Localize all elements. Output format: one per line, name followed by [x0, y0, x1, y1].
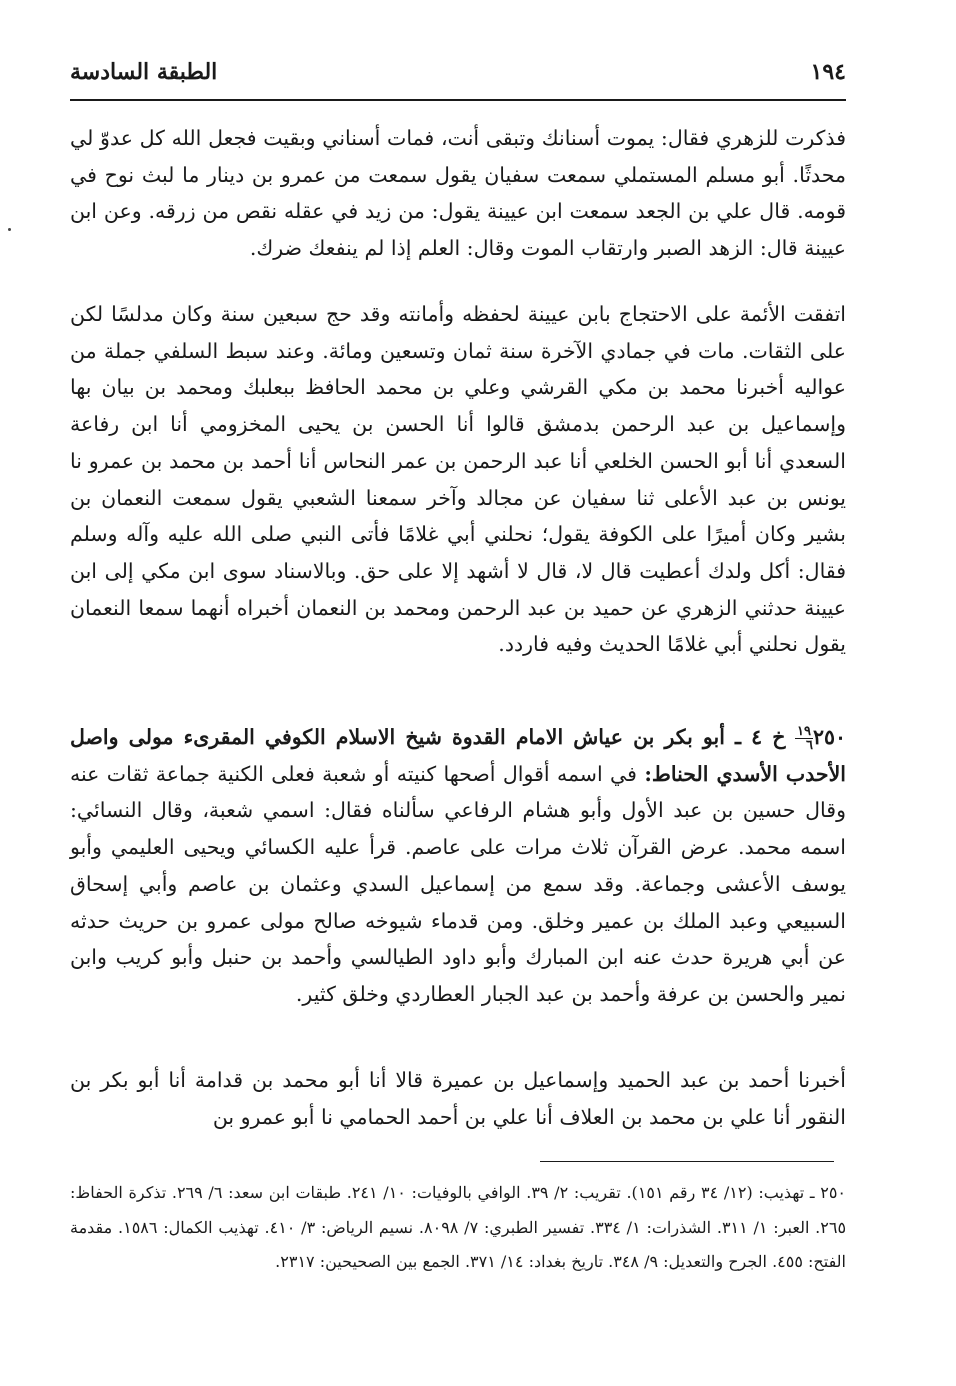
entry-body: في اسمه أقوال أصحها كنيته أو شعبة فعلى الكنية جماعة ثقات عنه وقال حسين بن عبد الأول وأبو هشام الرفاعي سألناه فقال: اسمي شعبة، وقال النسائي: اسمه محمد. عرض القرآن ثلاث مرات على عاصم. قرأ عليه الكسائي ويحيى العليمي وأبو يوسف الأعشى وجماعة. وقد سمع من إسماعيل السدي وعثمان بن عاصم وأبي إسحاق السبيعي وعبد الملك بن عمير وخلق. ومن قدماء شيوخه صالح مولى عمرو بن حريث حدثه عن أبي هريرة حدث عنه ابن المبارك وأبو داود الطيالسي وأحمد بن حنبل وأبو كريب وابن نمير والحسن بن عرفة وأحمد بن عبد الجبار العطاردي وخلق كثير.: [70, 761, 846, 1006]
paragraph-2-text: اتفقت الأئمة على الاحتجاج بابن عيينة لحفظه وأمانته وقد حج سبعين سنة وكان مدلسًا لكن على الثقات. مات في جمادي الآخرة سنة ثمان وتسعين ومائة. وعند سبط السلفي جملة من عواليه أخبرنا محمد بن مكي القرشي وعلي بن محمد الحافظ ببعلبك ومحمد بن بيان بها وإسماعيل بن عبد الرحمن بدمشق قالوا أنا الحسن بن يحيى المخزومي أنا ابن رفاعة السعدي أنا أبو الحسن الخلعي أنا عبد الرحمن بن عمر النحاس أنا أحمد بن محمد بن عمرو نا يونس بن عبد الأعلى ثنا سفيان عن مجالد وآخر سمعنا الشعبي يقول سمعت النعمان بن بشير وكان أميرًا على الكوفة يقول؛ نحلني أبي غلامًا فأتى النبي صلى الله عليه وآله وسلم فقال: أكل ولدك أعطيت قال لا، قال لا أشهد إلا على حق. وبالاسناد سوى ابن مكي إلى ابن عيينة حدثني الزهري عن حميد بن عبد الرحمن ومحمد بن النعمان أخبراه أنهما سمعا النعمان يقول نحلني أبي غلامًا الحديث وفيه فاردد.: [70, 302, 846, 657]
paragraph-4: [70, 1062, 846, 1135]
header-rule: [70, 99, 846, 101]
footnotes: [70, 1176, 846, 1280]
running-title: الطبقة السادسة: [70, 59, 218, 85]
footnote-250: ٢٥٠ ـ تهذيب: (١٢/ ٣٤ رقم ١٥١). تقريب: ٢/ ٣٩. الوافي بالوفيات: ١٠/ ٢٤١. طبقات ابن سعد: ٦/ ٢٦٩. تذكرة الحفاظ: ٢٦٥. العبر: ١/ ٣١١. الشذرات: ١/ ٣٣٤. تفسير الطبري: ٧/ ٨٠٩٨. نسيم الرياض: ٣/ ٤١٠. تهذيب الكمال: ١٥٨٦. مقدمة الفتح: ٤٥٥. الجرح والتعديل: ٩/ ٣٤٨. تاريخ بغداد: ١٤/ ٣٧١. الجمع بين الصحيحين: ٢٣١٧.: [70, 1183, 847, 1271]
paragraph-2: [70, 296, 846, 663]
entry-number: ٢٥٠: [812, 725, 846, 749]
footnote-rule: [540, 1161, 834, 1162]
page-header: [70, 52, 846, 92]
entry-heading: خ ٤ ـ أبو بكر بن عياش الامام القدوة شيخ الاسلام الكوفي المقرىء مولى واصل الأحدب الأسدي الحناط:: [70, 725, 846, 786]
page-number: ١٩٤: [810, 59, 846, 85]
paragraph-4-text: أخبرنا أحمد بن عبد الحميد وإسماعيل بن عميرة قالا أنا أبو محمد بن قدامة أنا أبو بكر بن النقور أنا علي بن محمد بن العلاف أنا علي بن أحمد الحمامي نا أبو عمرو بن: [70, 1068, 846, 1129]
paragraph-1-text: فذكرت للزهري فقال: يموت أسنانك وتبقى أنت، فمات أسناني وبقيت فجعل الله كل عدوّ لي محدثًا. أبو مسلم المستملي سمعت سفيان يقول سمعت من عمرو بن دينار ما لبث نوح في قومه. قال علي بن الجعد سمعت ابن عيينة يقول: من زيد في عقله نقص من زرقه. وعن ابن عيينة قال: الزهد الصبر وارتقاب الموت وقال: العلم إذا لم ينفعك ضرك.: [70, 126, 846, 261]
entry-fraction-top: ١٩: [796, 724, 811, 739]
margin-speck: [8, 228, 11, 231]
entry-fraction: [795, 725, 813, 752]
biography-entry-250: [70, 719, 846, 1013]
entry-text: [70, 719, 846, 1013]
paragraph-1: [70, 120, 846, 267]
entry-fraction-bottom: ٦: [805, 738, 813, 753]
